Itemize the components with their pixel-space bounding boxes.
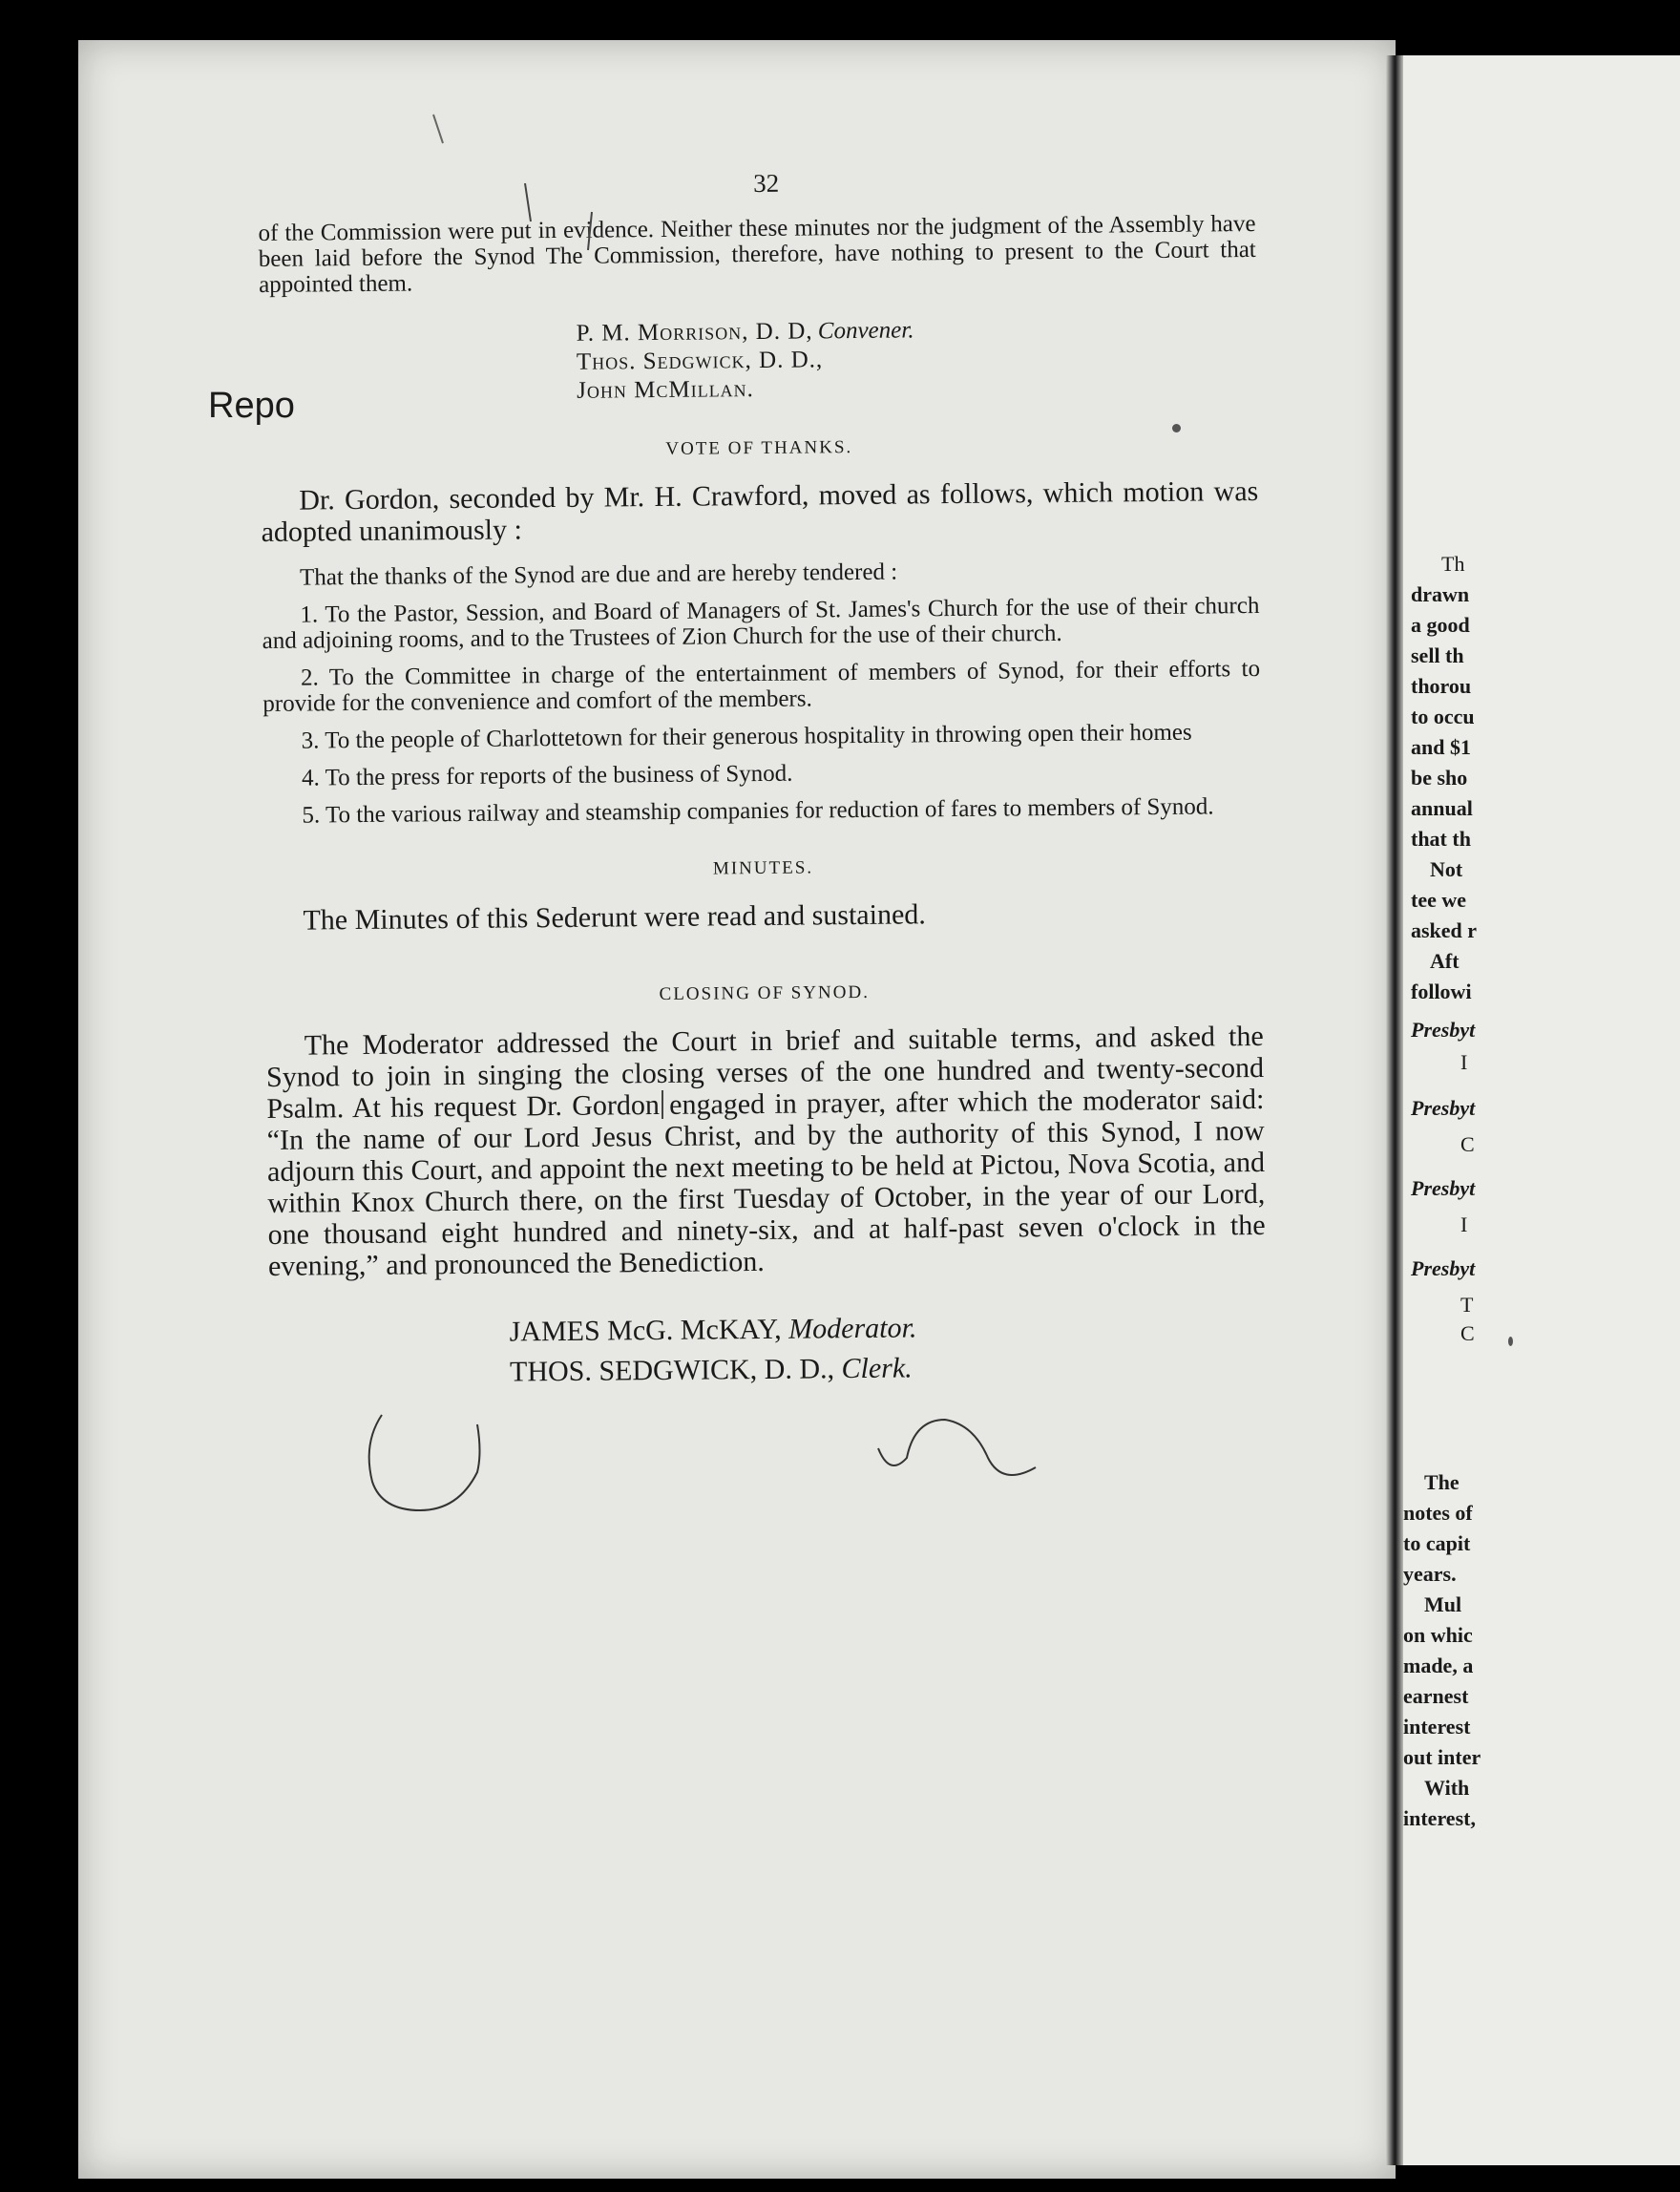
- right-page-line: Presbyt: [1411, 1018, 1476, 1042]
- right-page-line: tee we: [1411, 888, 1467, 912]
- signature-role: Convener.: [817, 317, 914, 345]
- right-page-line: sell th: [1411, 643, 1464, 667]
- right-page-line: made, a: [1403, 1654, 1474, 1677]
- minutes-text: The Minutes of this Sederunt were read and sustained.: [303, 898, 926, 937]
- right-page-line: asked r: [1411, 918, 1478, 942]
- vote-of-thanks-heading: VOTE OF THANKS.: [665, 437, 853, 459]
- signature-name: JAMES McG. McKAY,: [509, 1313, 782, 1348]
- right-page: [1403, 55, 1680, 2165]
- right-page-line: to occu: [1411, 705, 1475, 728]
- closing-text: The Moderator addressed the Court in brief and suitable terms, and asked the Synod to join in singing the closing verses of the one hundred and twenty-second Psalm. At his request Dr. Gordon engaged in prayer, after which the moderator said: “In the name of our Lord Jesus Christ, and by the authority of this Synod, I now adjourn this Court, and appoint the next meeting to be held at Pictou, Nova Scotia, and within Knox Church there, on the first Tuesday of October, in the year of our Lord, one thousand eight hundred and ninety-six, and at half-past seven o'clock in the evening,” and pronounced the Benediction.: [265, 1020, 1266, 1282]
- right-page-line: to capit: [1403, 1531, 1471, 1555]
- right-page-line: out inter: [1403, 1745, 1481, 1769]
- right-page-line: Presbyt: [1411, 1096, 1476, 1120]
- signature-name: John McMillan.: [577, 376, 755, 404]
- right-page-line: a good: [1411, 613, 1470, 637]
- right-page-title-fragment: Repo: [208, 386, 295, 426]
- vote-item: 3. To the people of Charlottetown for their generous hospitality in throwing open their homes: [301, 719, 1192, 754]
- opening-paragraph: of the Commission were put in evidence. Neither these minutes nor the judgment of the Assembly have been laid before the Synod The Commission, therefore, have nothing to present to the Court that appointed them.: [258, 210, 1256, 298]
- ink-speck: [1172, 424, 1181, 432]
- right-page-column: [1403, 55, 1680, 2165]
- signature-name: THOS. SEDGWICK, D. D.,: [509, 1353, 835, 1388]
- right-page-line: be sho: [1411, 766, 1468, 790]
- vote-intro: Dr. Gordon, seconded by Mr. H. Crawford, moved as follows, which motion was adopted unanimously :: [261, 474, 1259, 548]
- signature-name: P. M. Morrison, D. D: [576, 318, 807, 347]
- ink-speck: [1508, 1337, 1513, 1346]
- book-gutter: [1386, 55, 1403, 2165]
- right-page-line: years.: [1403, 1562, 1457, 1586]
- right-page-line: Presbyt: [1411, 1256, 1476, 1280]
- right-page-line: With: [1424, 1776, 1470, 1800]
- closing-heading: CLOSING OF SYNOD.: [659, 981, 871, 1005]
- signature-role: Moderator.: [788, 1312, 917, 1345]
- right-page-line: Presbyt: [1411, 1176, 1476, 1200]
- vote-lead: That the thanks of the Synod are due and are hereby tendered :: [299, 559, 898, 591]
- right-page-line: The: [1424, 1470, 1460, 1494]
- right-page-line: C: [1460, 1132, 1475, 1156]
- right-page-line: Aft: [1430, 949, 1460, 973]
- right-page-line: I: [1460, 1212, 1468, 1236]
- right-page-line: interest,: [1403, 1806, 1476, 1830]
- right-page-line: Th: [1441, 552, 1465, 576]
- right-page-line: on whic: [1403, 1623, 1473, 1647]
- left-page: [78, 40, 1396, 2179]
- right-page-line: annual: [1411, 796, 1473, 820]
- right-page-line: drawn: [1411, 582, 1470, 606]
- right-page-line: thorou: [1411, 674, 1472, 698]
- right-page-line: that th: [1411, 827, 1471, 851]
- page-content: [258, 164, 1267, 1395]
- right-page-line: Mul: [1424, 1592, 1462, 1616]
- right-page-line: earnest: [1403, 1684, 1469, 1708]
- vote-item: 2. To the Committee in charge of the entertainment of members of Synod, for their efforts to provide for the convenience and comfort of the members.: [262, 655, 1261, 717]
- minutes-heading: MINUTES.: [712, 857, 814, 879]
- vote-item: 4. To the press for reports of the business of Synod.: [301, 760, 793, 791]
- right-page-line: and $1: [1411, 735, 1471, 759]
- right-page-line: interest: [1403, 1715, 1471, 1739]
- final-signatures: [509, 1305, 1267, 1393]
- signature-name: Thos. Sedgwick, D. D.,: [576, 347, 824, 375]
- commission-signatures: [576, 313, 1257, 406]
- right-page-line: I: [1460, 1050, 1468, 1074]
- signature-line: [577, 370, 1257, 406]
- right-page-line: notes of: [1403, 1501, 1473, 1525]
- right-page-line: followi: [1411, 980, 1472, 1003]
- signature-role: Clerk.: [841, 1352, 913, 1385]
- right-page-line: C: [1460, 1321, 1475, 1345]
- signature-line: P. M. Morrison, D. D, Convener.: [576, 317, 914, 347]
- page-number: 32: [752, 168, 780, 199]
- signature-line: [510, 1345, 1267, 1393]
- vote-item: 1. To the Pastor, Session, and Board of Managers of St. James's Church for the use of their church and adjoining rooms, and to the Trustees of Zion Church for the use of their church.: [262, 592, 1260, 654]
- vote-item: 5. To the various railway and steamship companies for reduction of fares to members of Synod.: [302, 793, 1214, 829]
- right-page-line: T: [1460, 1293, 1474, 1317]
- right-page-line: Not: [1430, 857, 1463, 881]
